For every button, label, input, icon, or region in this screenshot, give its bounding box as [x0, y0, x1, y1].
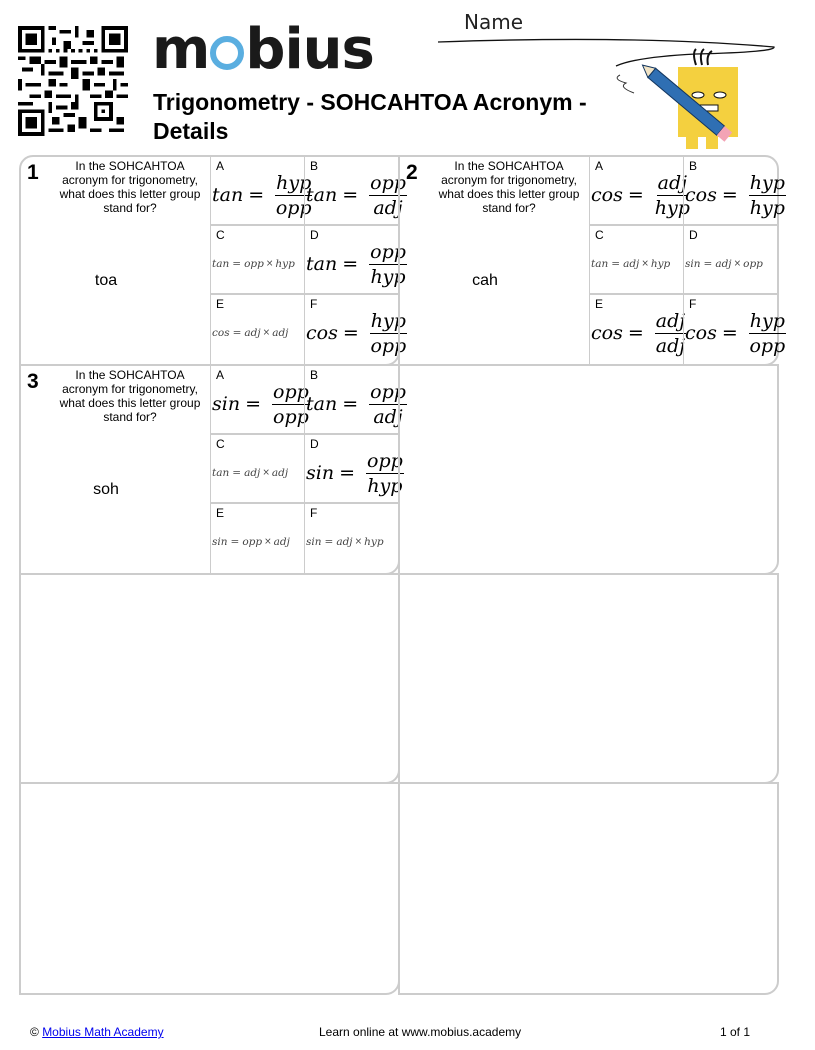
option-expression: cos = $\frac{\text{adj}}{\text{adj}}$	[591, 309, 686, 357]
option-b[interactable]	[304, 366, 406, 435]
question-cell-1	[19, 155, 407, 366]
option-e[interactable]	[210, 504, 304, 573]
option-d[interactable]	[683, 226, 777, 295]
empty-cell	[19, 573, 400, 784]
question-number: 1	[27, 161, 39, 184]
option-label: E	[595, 297, 604, 311]
option-b[interactable]	[304, 157, 406, 226]
option-c[interactable]	[210, 226, 304, 295]
option-expression: tan = adj × hyp	[591, 258, 671, 270]
option-label: F	[310, 297, 318, 311]
option-label: E	[216, 297, 225, 311]
logo-drop-icon	[210, 36, 244, 70]
option-label: E	[216, 506, 225, 520]
option-label: F	[310, 506, 318, 520]
option-label: D	[689, 228, 698, 242]
option-label: A	[216, 368, 225, 382]
empty-cell	[398, 782, 779, 995]
mobius-academy-link[interactable]: Mobius Math Academy	[42, 1025, 164, 1039]
question-number: 3	[27, 370, 39, 393]
option-expression: tan = $\frac{\text{hyp}}{\text{opp}}$	[212, 171, 312, 219]
option-label: B	[310, 159, 319, 173]
option-expression: cos = adj × adj	[212, 327, 289, 339]
options	[589, 157, 786, 364]
worksheet-grid	[19, 155, 786, 995]
options	[210, 157, 407, 364]
option-label: A	[216, 159, 225, 173]
option-label: D	[310, 437, 319, 451]
option-label: B	[689, 159, 698, 173]
option-expression: tan = opp × hyp	[212, 258, 295, 270]
option-b[interactable]	[683, 157, 785, 226]
option-d[interactable]	[304, 226, 406, 295]
option-label: C	[216, 228, 225, 242]
option-c[interactable]	[210, 435, 304, 504]
question-cell-3	[19, 364, 406, 575]
option-expression: sin = adj × opp	[685, 258, 763, 270]
question-cell-2	[398, 155, 786, 366]
option-e[interactable]	[210, 295, 304, 364]
empty-cell	[398, 364, 779, 575]
letter-group: soh	[93, 481, 119, 498]
option-a[interactable]	[589, 157, 690, 226]
option-expression: cos = $\frac{\text{hyp}}{\text{opp}}$	[685, 309, 786, 357]
options	[210, 366, 406, 573]
option-c[interactable]	[589, 226, 683, 295]
qr-code-icon	[18, 26, 128, 136]
letter-group: cah	[472, 272, 498, 289]
footer-copyright	[30, 1025, 164, 1039]
page-title: Trigonometry - SOHCAHTOA Acronym - Details	[153, 89, 587, 144]
option-expression: sin = adj × hyp	[306, 536, 384, 548]
option-expression: tan = $\frac{\text{opp}}{\text{adj}}$	[306, 380, 406, 428]
option-label: A	[595, 159, 604, 173]
empty-cell	[19, 782, 400, 995]
copyright-symbol: ©	[30, 1025, 39, 1039]
option-expression: sin = $\frac{\text{opp}}{\text{opp}}$	[212, 380, 309, 428]
option-label: F	[689, 297, 697, 311]
page-number: 1 of 1	[720, 1025, 751, 1039]
option-label: C	[216, 437, 225, 451]
option-label: C	[595, 228, 604, 242]
letter-group: toa	[94, 272, 118, 289]
option-label: B	[310, 368, 319, 382]
mobius-logo: m bius	[152, 17, 374, 82]
option-a[interactable]	[210, 366, 309, 435]
option-expression: sin = opp × adj	[212, 536, 290, 548]
option-expression: cos = $\frac{\text{hyp}}{\text{opp}}$	[306, 309, 407, 357]
option-expression: cos = $\frac{\text{hyp}}{\text{hyp}}$	[685, 171, 785, 219]
option-e[interactable]	[589, 295, 686, 364]
option-f[interactable]	[304, 504, 398, 573]
question-prompt: In the SOHCAHTOA acronym for trigonometry, what does this letter group stand for?	[438, 159, 580, 215]
name-label: Name	[464, 10, 524, 34]
question-prompt: In the SOHCAHTOA acronym for trigonometry, what does this letter group stand for?	[59, 368, 201, 424]
option-expression: sin = $\frac{\text{opp}}{\text{hyp}}$	[306, 449, 403, 497]
option-a[interactable]	[210, 157, 312, 226]
question-number: 2	[406, 161, 418, 184]
option-f[interactable]	[304, 295, 407, 364]
empty-cell	[398, 573, 779, 784]
option-label: D	[310, 228, 319, 242]
option-f[interactable]	[683, 295, 786, 364]
option-expression: cos = $\frac{\text{adj}}{\text{hyp}}$	[591, 171, 690, 219]
option-d[interactable]	[304, 435, 403, 504]
question-prompt: In the SOHCAHTOA acronym for trigonometry, what does this letter group stand for?	[59, 159, 201, 215]
option-expression: tan = $\frac{\text{opp}}{\text{adj}}$	[306, 171, 406, 219]
pencil-mascot-icon	[610, 45, 750, 155]
option-expression: tan = $\frac{\text{opp}}{\text{hyp}}$	[306, 240, 406, 288]
option-expression: tan = adj × adj	[212, 467, 289, 479]
footer-center-text: Learn online at www.mobius.academy	[319, 1025, 522, 1039]
